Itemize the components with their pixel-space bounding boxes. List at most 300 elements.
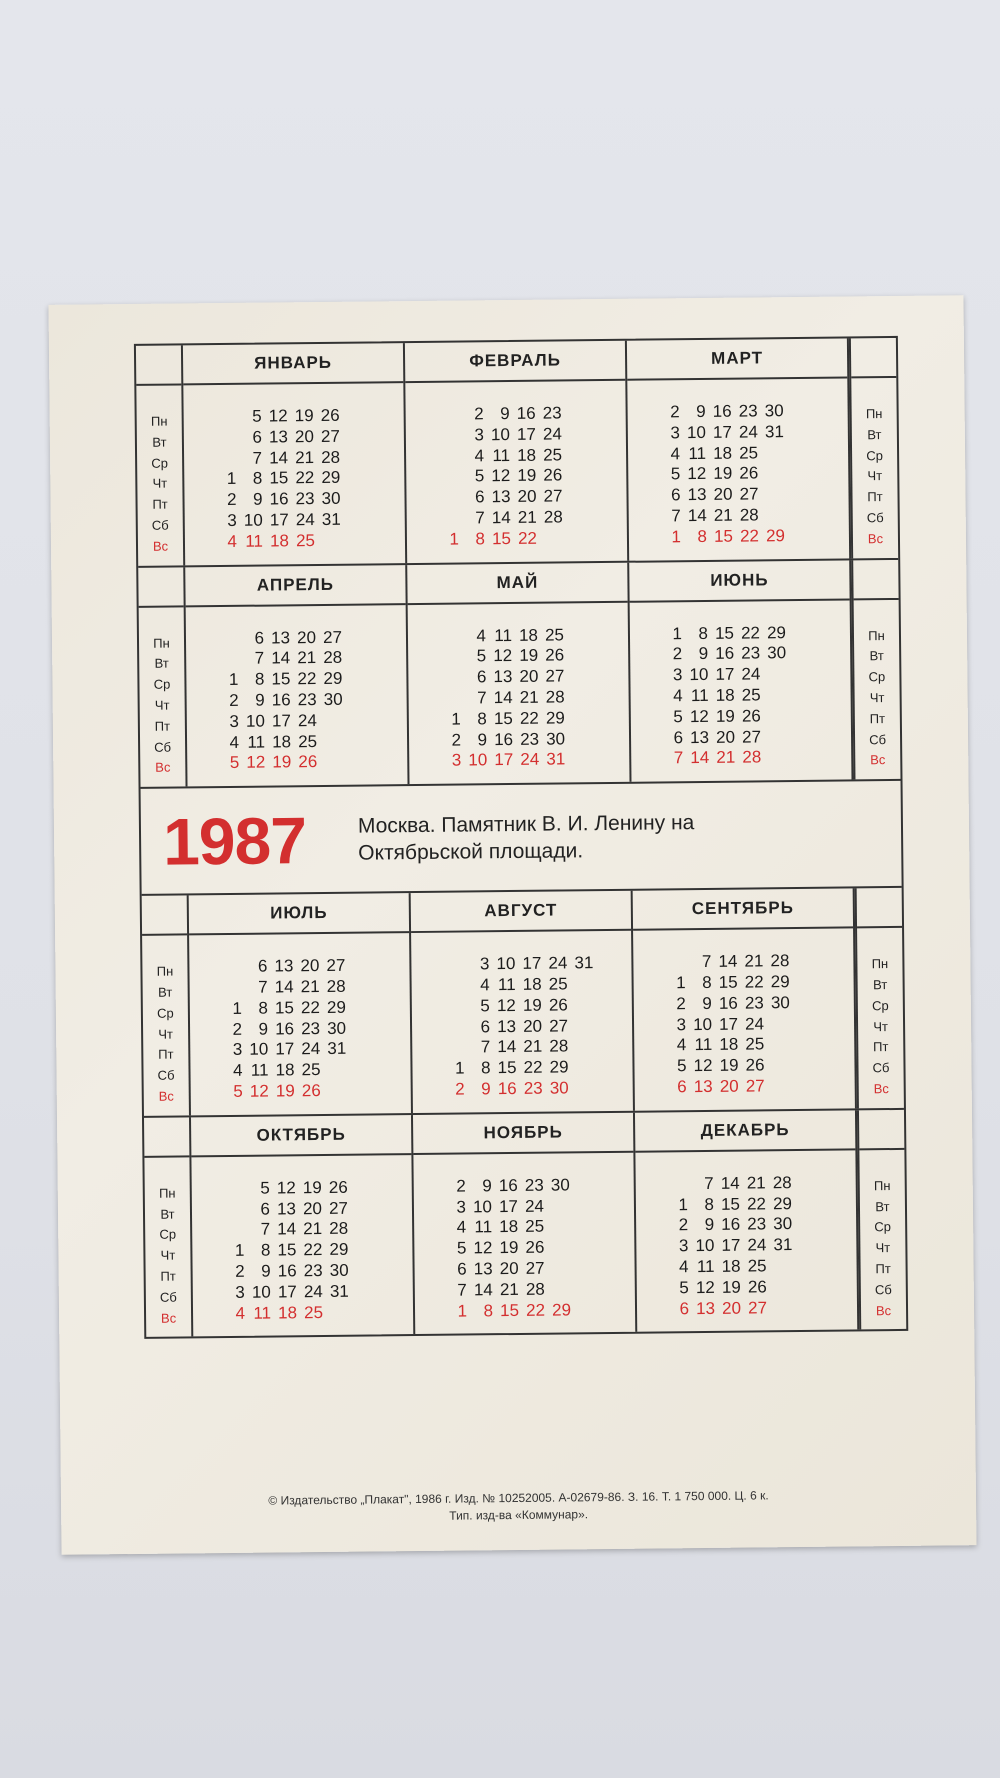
calendar-band-upper xyxy=(138,560,900,790)
month-name: НОЯБРЬ xyxy=(413,1112,633,1154)
day-number: 2 xyxy=(226,490,237,510)
day-number: 21 xyxy=(713,505,733,525)
day-number xyxy=(436,425,458,446)
day-number: 27 xyxy=(326,955,346,976)
weekday-row xyxy=(442,1036,632,1059)
month-name: СЕНТЯБРЬ xyxy=(633,889,853,931)
year-label: 1987 xyxy=(162,802,307,879)
day-number: 5 xyxy=(676,1056,687,1076)
day-number: 16 xyxy=(277,1261,297,1281)
weekday-name: Вт xyxy=(157,984,173,1000)
day-number: 17 xyxy=(269,510,289,530)
day-number: 6 xyxy=(254,628,265,648)
day-number: 3 xyxy=(451,750,462,770)
day-number: 9 xyxy=(261,1261,271,1281)
day-number: 3 xyxy=(229,711,239,731)
day-number: 13 xyxy=(270,627,291,648)
day-number: 20 xyxy=(523,1016,543,1036)
calendar-band-top xyxy=(136,338,898,568)
day-number: 4 xyxy=(480,975,490,995)
day-number xyxy=(764,1055,790,1076)
weekday-row xyxy=(220,1059,410,1082)
day-number: 14 xyxy=(277,1219,297,1239)
weekday-column xyxy=(144,1117,193,1337)
weekday-row xyxy=(661,726,851,749)
weekday-row xyxy=(659,504,849,527)
weekday-row xyxy=(215,530,405,553)
month-days xyxy=(191,1155,413,1337)
day-number: 25 xyxy=(741,685,761,705)
weekday-name: Ср xyxy=(151,455,169,471)
day-number xyxy=(663,952,685,973)
imprint-line-2: Тип. изд-ва «Коммунар». xyxy=(449,1507,589,1523)
day-number xyxy=(216,649,238,670)
day-number: 10 xyxy=(251,1282,271,1302)
day-number xyxy=(544,1217,570,1238)
day-number: 18 xyxy=(518,625,539,645)
day-number: 4 xyxy=(673,686,683,706)
weekday-name: Ср xyxy=(159,1226,177,1243)
day-number: 1 xyxy=(671,526,682,547)
day-number: 10 xyxy=(490,424,510,444)
day-number: 8 xyxy=(260,1240,271,1260)
day-number: 22 xyxy=(519,708,539,728)
weekday-name: Сб xyxy=(159,1289,177,1305)
weekday-row xyxy=(217,751,407,774)
day-number: 12 xyxy=(473,1238,493,1258)
day-number: 4 xyxy=(474,445,485,465)
weekday-name: Ср xyxy=(153,676,171,692)
day-number: 1 xyxy=(228,670,239,690)
day-number: 3 xyxy=(227,510,237,530)
day-number: 23 xyxy=(301,1018,321,1038)
day-number: 23 xyxy=(297,690,317,710)
month-days xyxy=(633,929,855,1111)
day-number: 8 xyxy=(477,709,487,729)
day-number: 6 xyxy=(260,1199,271,1219)
day-number: 7 xyxy=(254,648,265,669)
day-number: 19 xyxy=(519,646,539,666)
weekday-name: Вс xyxy=(160,1310,177,1326)
weekday-name: Вт xyxy=(867,426,882,443)
day-number xyxy=(442,1038,464,1059)
day-number: 16 xyxy=(721,1214,741,1235)
day-number xyxy=(442,996,464,1017)
day-number xyxy=(315,531,341,552)
day-number: 31 xyxy=(321,509,341,529)
day-number: 26 xyxy=(745,1055,765,1075)
weekday-name: Вт xyxy=(875,1198,890,1214)
weekday-row xyxy=(664,1034,854,1057)
day-number xyxy=(761,706,787,727)
day-number: 5 xyxy=(233,1081,243,1101)
day-number: 19 xyxy=(719,1055,739,1075)
day-number xyxy=(759,505,785,526)
day-number: 29 xyxy=(770,972,790,992)
day-number: 17 xyxy=(721,1235,741,1255)
weekday-name: Пт xyxy=(867,489,883,505)
month-block xyxy=(633,889,857,1111)
weekday-column-header xyxy=(142,896,187,936)
day-number: 2 xyxy=(456,1176,466,1196)
day-number: 14 xyxy=(720,1173,740,1193)
day-number: 17 xyxy=(719,1014,739,1034)
weekday-row xyxy=(223,1281,413,1304)
weekday-row xyxy=(439,749,629,772)
weekday-name: Сб xyxy=(151,517,169,533)
day-number xyxy=(219,957,241,978)
day-number: 7 xyxy=(457,1280,467,1300)
day-number: 8 xyxy=(475,529,486,549)
day-number: 3 xyxy=(479,954,490,974)
weekday-row xyxy=(658,442,848,465)
day-number: 15 xyxy=(271,669,291,689)
day-number: 18 xyxy=(715,685,735,705)
day-number xyxy=(765,1076,791,1097)
month-block xyxy=(635,1110,859,1332)
day-number: 8 xyxy=(704,1194,715,1214)
day-number: 30 xyxy=(329,1260,349,1280)
month-days xyxy=(630,600,852,782)
weekday-row xyxy=(444,1216,634,1239)
day-number: 25 xyxy=(548,974,568,994)
day-number: 19 xyxy=(517,466,537,486)
day-number: 23 xyxy=(747,1214,767,1234)
weekday-row xyxy=(442,1015,632,1038)
day-number: 20 xyxy=(294,426,314,447)
day-number: 26 xyxy=(301,1080,321,1101)
weekday-row xyxy=(658,421,848,444)
weekday-row xyxy=(660,664,850,687)
weekday-name: Пт xyxy=(158,1046,174,1063)
day-number: 17 xyxy=(277,1281,297,1302)
day-number: 18 xyxy=(522,974,542,994)
weekday-name: Чт xyxy=(875,1240,891,1256)
day-number: 23 xyxy=(738,401,758,421)
day-number xyxy=(436,467,458,488)
day-number xyxy=(441,955,463,976)
day-number: 26 xyxy=(747,1277,767,1297)
weekday-name: Пт xyxy=(160,1268,176,1284)
month-block xyxy=(629,560,853,782)
day-number: 20 xyxy=(719,1076,739,1096)
day-number: 12 xyxy=(491,466,511,486)
day-number: 11 xyxy=(688,443,707,463)
weekday-names xyxy=(144,1157,191,1329)
day-number: 15 xyxy=(713,526,734,546)
day-number: 11 xyxy=(247,732,266,752)
day-number: 5 xyxy=(260,1178,270,1198)
day-number: 16 xyxy=(516,403,536,423)
day-number: 4 xyxy=(670,443,681,463)
day-number: 25 xyxy=(747,1256,767,1276)
caption-line-1: Москва. Памятник В. И. Ленину на xyxy=(357,810,695,838)
day-number: 10 xyxy=(695,1236,715,1256)
day-number xyxy=(761,685,787,706)
weekday-names xyxy=(854,600,901,772)
day-number: 10 xyxy=(249,1039,269,1060)
day-number: 22 xyxy=(300,997,320,1017)
day-number xyxy=(544,1238,570,1259)
day-number: 13 xyxy=(693,1076,713,1097)
day-number: 29 xyxy=(545,708,565,728)
day-number: 11 xyxy=(497,974,516,995)
caption xyxy=(358,809,695,867)
day-number: 21 xyxy=(300,976,320,997)
day-number: 26 xyxy=(741,706,761,726)
day-number: 5 xyxy=(474,466,485,486)
title-strip xyxy=(141,781,902,896)
weekday-row xyxy=(661,747,851,770)
day-number: 27 xyxy=(543,486,563,506)
day-number: 21 xyxy=(746,1173,766,1193)
day-number: 31 xyxy=(546,749,566,769)
month-name: ОКТЯБРЬ xyxy=(191,1115,411,1157)
weekday-row xyxy=(214,467,404,490)
day-number: 19 xyxy=(522,995,542,1015)
day-number: 6 xyxy=(670,485,681,505)
day-number: 8 xyxy=(697,526,708,546)
day-number: 4 xyxy=(232,1060,243,1081)
day-number: 23 xyxy=(295,489,315,509)
day-number: 9 xyxy=(704,1215,715,1235)
day-number: 8 xyxy=(483,1300,494,1320)
day-number: 23 xyxy=(744,993,764,1013)
day-number: 22 xyxy=(739,526,760,546)
day-number: 26 xyxy=(525,1237,545,1258)
caption-line-2: Октябрьской площади. xyxy=(358,838,584,865)
day-number: 18 xyxy=(269,531,290,551)
weekday-row xyxy=(660,622,850,645)
weekday-name: Ср xyxy=(866,447,883,463)
weekday-column-header xyxy=(138,567,183,607)
day-number: 27 xyxy=(322,627,343,647)
day-number: 24 xyxy=(295,510,315,530)
day-number: 27 xyxy=(747,1297,768,1318)
day-number: 15 xyxy=(497,1058,517,1078)
day-number: 4 xyxy=(476,625,487,645)
month-block xyxy=(627,338,851,560)
month-name: МАЙ xyxy=(407,562,627,604)
day-number: 12 xyxy=(246,752,266,773)
day-number xyxy=(436,446,458,467)
day-number: 24 xyxy=(303,1281,323,1301)
day-number: 28 xyxy=(323,648,343,668)
day-number: 13 xyxy=(493,667,513,687)
day-number: 28 xyxy=(543,507,563,527)
month-name: ЯНВАРЬ xyxy=(183,343,403,385)
month-block xyxy=(189,893,413,1115)
weekday-name: Вс xyxy=(155,759,171,776)
day-number: 18 xyxy=(499,1217,519,1237)
day-number: 30 xyxy=(773,1214,793,1234)
day-number: 21 xyxy=(716,748,736,768)
weekday-row xyxy=(214,405,404,428)
weekday-row xyxy=(666,1255,856,1278)
day-number: 11 xyxy=(694,1035,713,1055)
weekday-row xyxy=(216,647,406,670)
day-number: 2 xyxy=(232,1019,243,1039)
weekday-row xyxy=(439,708,629,731)
month-days xyxy=(627,378,849,560)
day-number: 19 xyxy=(499,1238,519,1258)
day-number: 16 xyxy=(275,1018,295,1039)
weekday-name: Ср xyxy=(871,997,889,1013)
weekday-names xyxy=(136,385,183,557)
day-number: 15 xyxy=(277,1240,297,1260)
day-number: 23 xyxy=(303,1260,323,1281)
day-number: 29 xyxy=(549,1057,569,1077)
day-number xyxy=(321,1081,347,1102)
day-number: 4 xyxy=(676,1035,687,1055)
month-name: ФЕВРАЛЬ xyxy=(405,341,625,383)
day-number: 17 xyxy=(498,1196,519,1216)
weekday-names xyxy=(142,936,189,1108)
weekday-name: Вт xyxy=(160,1206,175,1222)
day-number: 18 xyxy=(517,445,537,465)
day-number: 11 xyxy=(492,445,511,465)
day-number: 24 xyxy=(747,1235,767,1255)
day-number: 16 xyxy=(497,1078,517,1099)
weekday-name: Вт xyxy=(154,655,169,672)
day-number xyxy=(544,1196,570,1217)
day-number xyxy=(438,647,460,668)
weekday-column-header xyxy=(857,888,902,928)
weekday-column xyxy=(142,896,191,1116)
day-number xyxy=(220,978,242,999)
day-number: 10 xyxy=(689,665,709,685)
weekday-row xyxy=(661,684,851,707)
day-number: 2 xyxy=(229,690,239,710)
day-number: 7 xyxy=(704,1173,714,1193)
day-number: 5 xyxy=(670,464,681,484)
weekday-name: Пт xyxy=(869,710,886,727)
day-number: 3 xyxy=(456,1197,467,1217)
day-number: 26 xyxy=(320,405,340,425)
day-number: 7 xyxy=(701,952,712,972)
day-number: 27 xyxy=(525,1258,545,1278)
day-number: 16 xyxy=(269,489,289,509)
day-number: 13 xyxy=(497,1016,517,1036)
day-number: 19 xyxy=(275,1081,295,1101)
day-number: 25 xyxy=(739,442,759,463)
day-number: 4 xyxy=(679,1257,689,1277)
weekday-row xyxy=(664,1013,854,1036)
day-number: 26 xyxy=(739,463,759,483)
month-block xyxy=(407,562,631,784)
month-name: ИЮНЬ xyxy=(629,560,849,602)
day-number: 6 xyxy=(457,1259,467,1279)
weekday-names xyxy=(851,378,898,550)
day-number xyxy=(317,711,343,732)
weekday-name: Чт xyxy=(873,1018,888,1034)
weekday-column-header xyxy=(859,1110,904,1150)
day-number: 27 xyxy=(545,666,565,686)
day-number: 11 xyxy=(474,1217,493,1237)
weekday-column xyxy=(857,1110,906,1330)
weekday-name: Пн xyxy=(873,1177,891,1193)
weekday-row xyxy=(219,955,409,978)
day-number: 6 xyxy=(257,956,268,976)
day-number: 24 xyxy=(524,1196,545,1216)
day-number: 2 xyxy=(672,644,683,664)
weekday-name: Чт xyxy=(867,468,883,484)
day-number xyxy=(766,1256,792,1277)
day-number: 4 xyxy=(227,531,238,551)
day-number: 13 xyxy=(687,485,707,505)
weekday-row xyxy=(215,509,405,532)
weekday-row xyxy=(666,1193,856,1216)
weekday-column xyxy=(849,338,898,558)
day-number: 30 xyxy=(764,401,784,421)
day-number: 4 xyxy=(456,1217,467,1237)
month-days xyxy=(635,1150,857,1332)
day-number: 9 xyxy=(698,644,709,664)
day-number: 10 xyxy=(245,711,265,731)
day-number: 29 xyxy=(321,468,341,488)
weekday-names xyxy=(139,607,186,779)
day-number: 19 xyxy=(302,1177,322,1197)
day-number: 10 xyxy=(693,1014,713,1034)
weekday-name: Сб xyxy=(874,1281,892,1297)
day-number xyxy=(758,484,784,505)
day-number: 21 xyxy=(519,687,539,707)
day-number: 8 xyxy=(258,998,268,1018)
day-number: 19 xyxy=(713,464,733,484)
weekday-row xyxy=(438,666,628,689)
imprint-line-1: © Издательство „Плакат", 1986 г. Изд. № 10252005. А-02679-86. З. 16. Т. 1 750 000. Ц. 6 к. xyxy=(268,1488,769,1508)
month-days xyxy=(408,602,630,784)
day-number xyxy=(222,1199,244,1220)
day-number xyxy=(758,464,784,485)
day-number xyxy=(222,1220,244,1241)
day-number: 7 xyxy=(480,1037,491,1057)
day-number xyxy=(761,727,787,748)
weekday-column xyxy=(855,888,904,1108)
day-number: 16 xyxy=(271,690,291,710)
month-name: АПРЕЛЬ xyxy=(185,565,405,607)
weekday-row xyxy=(443,1078,633,1101)
day-number: 10 xyxy=(496,954,516,974)
day-number xyxy=(568,1036,594,1057)
day-number: 10 xyxy=(472,1196,493,1216)
weekday-row xyxy=(442,1057,632,1080)
day-number: 15 xyxy=(500,1300,520,1320)
weekday-row xyxy=(436,424,626,447)
weekday-row xyxy=(444,1237,634,1260)
day-number: 7 xyxy=(477,688,487,708)
month-block xyxy=(191,1115,415,1337)
weekday-row xyxy=(217,731,407,754)
day-number: 30 xyxy=(767,643,787,663)
weekday-row xyxy=(437,528,627,551)
day-number: 25 xyxy=(295,530,316,551)
day-number: 7 xyxy=(260,1219,271,1239)
day-number: 3 xyxy=(232,1040,243,1060)
weekday-row xyxy=(439,728,629,751)
day-number: 24 xyxy=(542,424,562,444)
day-number xyxy=(214,407,236,428)
weekday-name: Пт xyxy=(152,496,168,512)
day-number: 20 xyxy=(517,486,537,507)
day-number: 25 xyxy=(544,625,565,645)
day-number: 17 xyxy=(271,711,291,731)
day-number xyxy=(761,747,787,768)
day-number: 12 xyxy=(689,706,709,726)
day-number: 21 xyxy=(297,648,317,668)
weekday-row xyxy=(216,668,406,691)
weekday-row xyxy=(222,1198,412,1221)
